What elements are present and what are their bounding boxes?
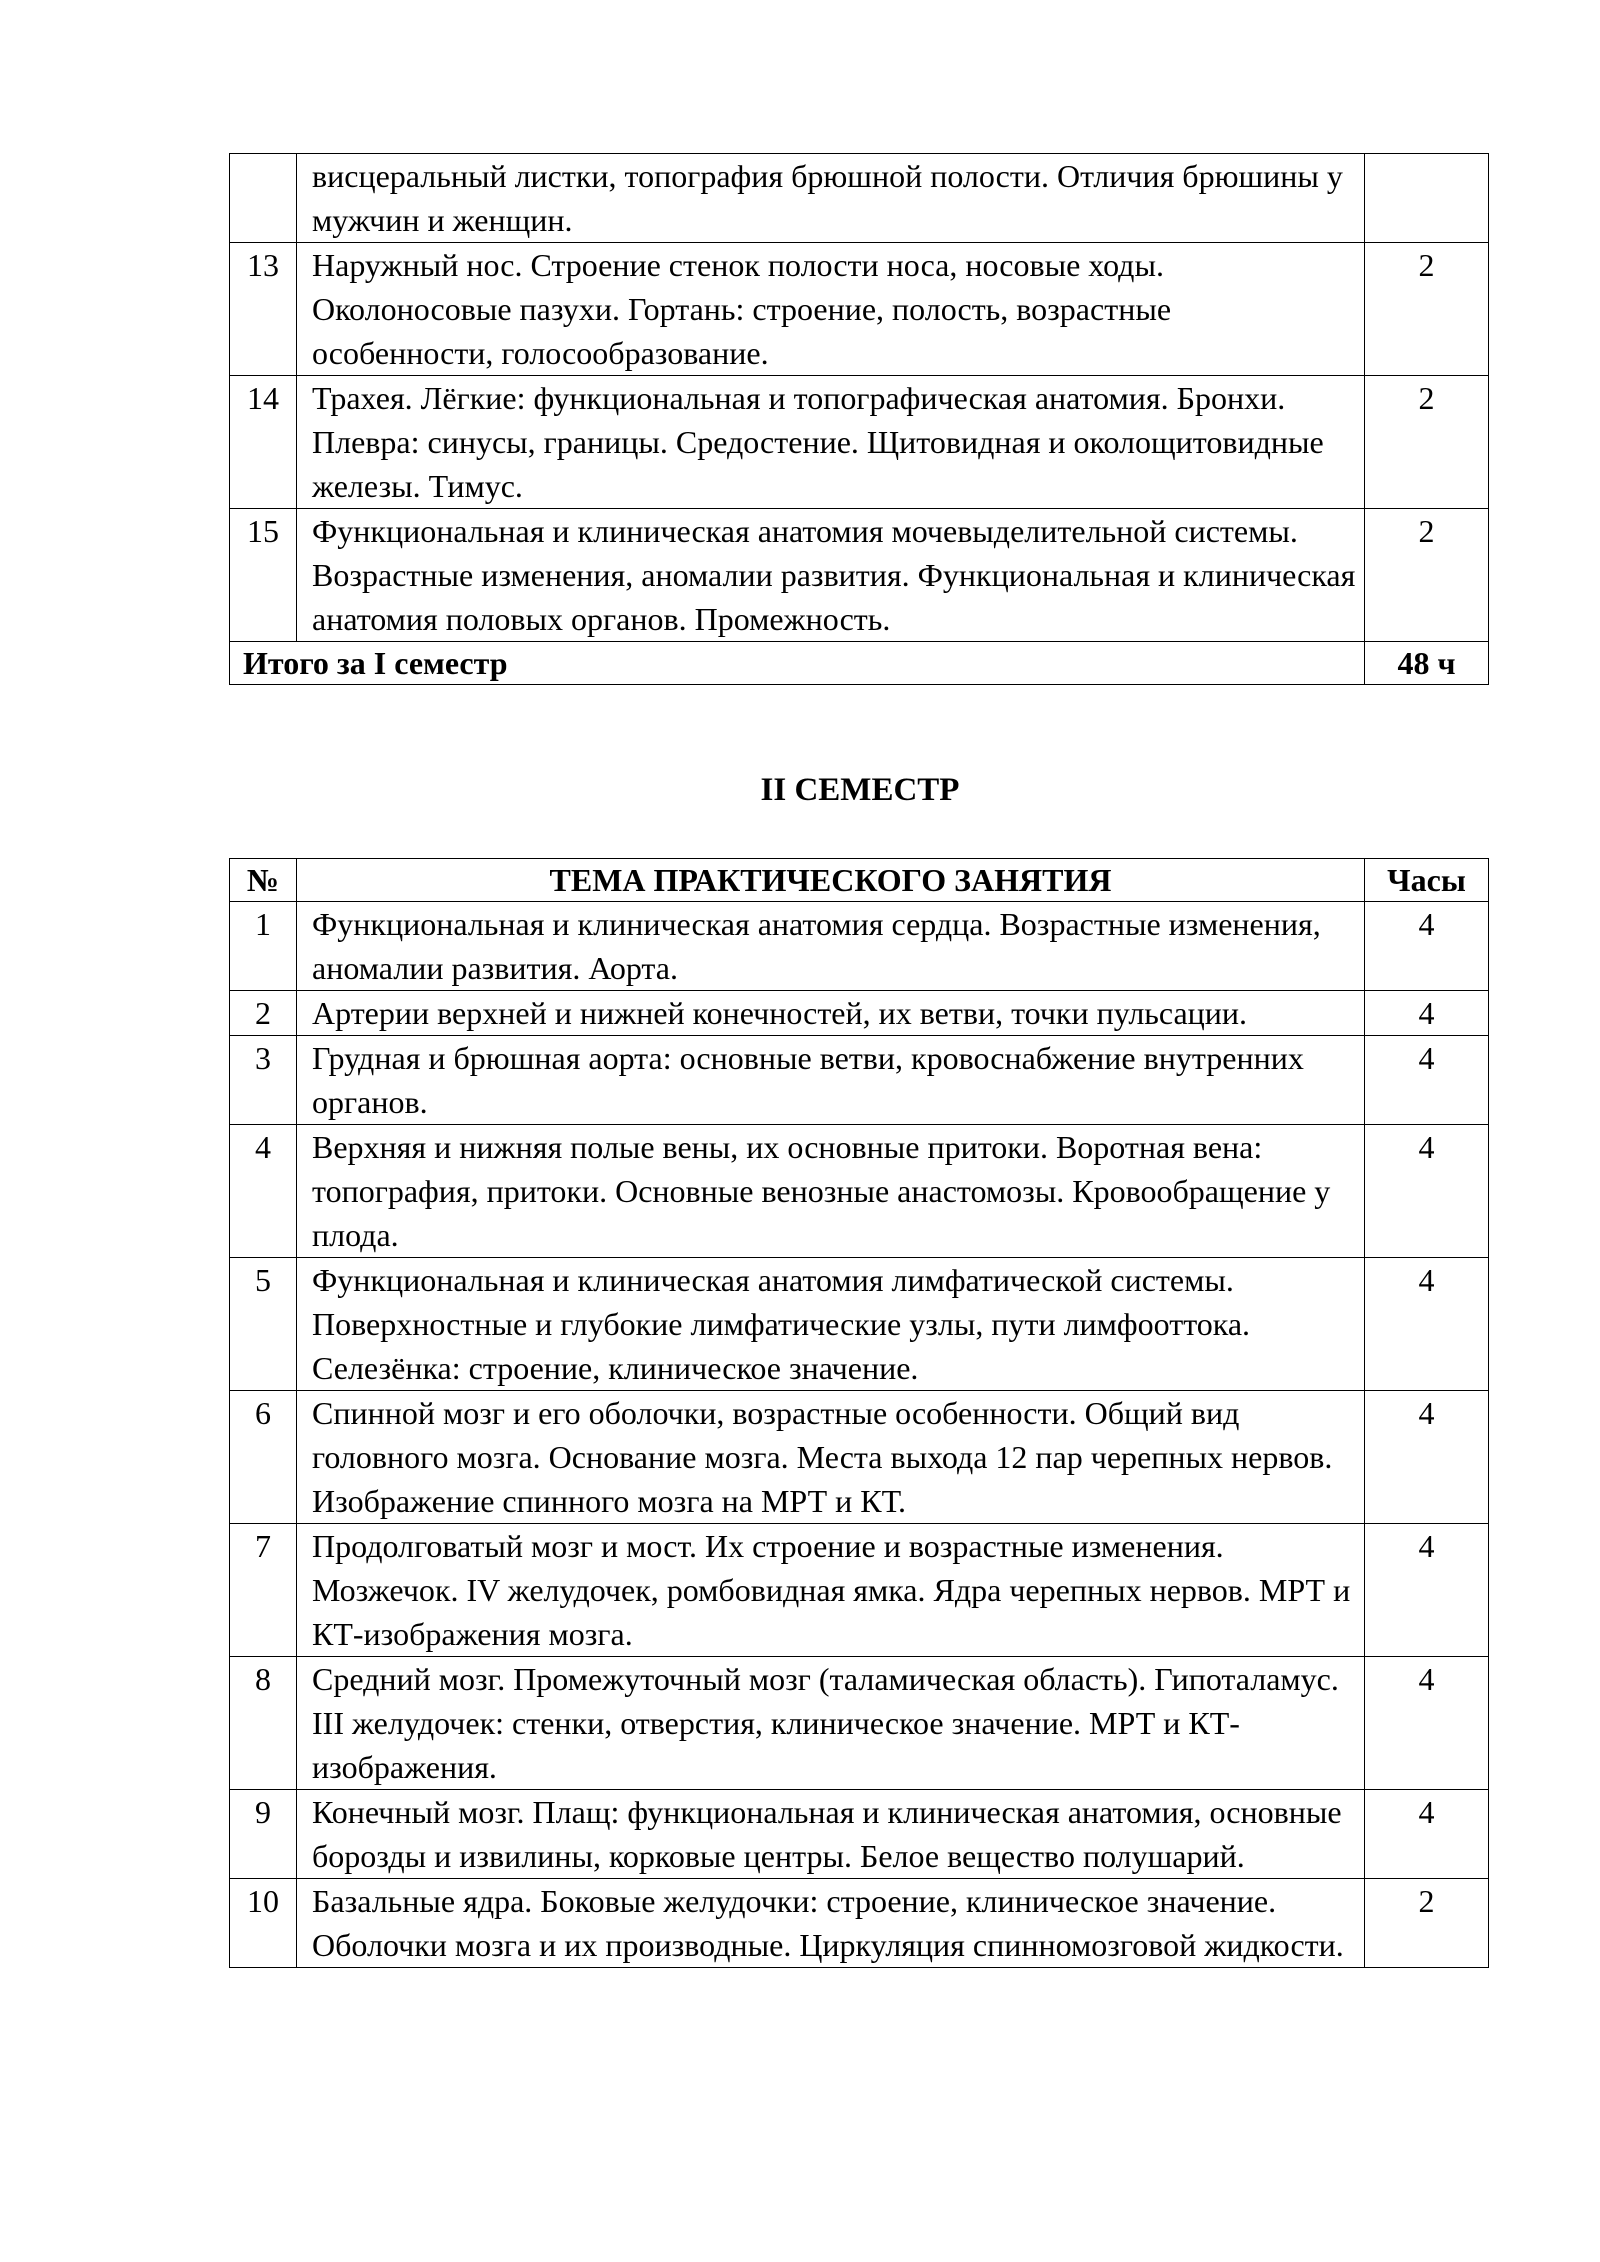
row-hours: 4 bbox=[1365, 1657, 1489, 1790]
row-topic: Конечный мозг. Плащ: функциональная и клиническая анатомия, основные борозды и извилины, корковые центры. Белое вещество полушарий. bbox=[297, 1790, 1365, 1879]
row-topic: Функциональная и клиническая анатомия лимфатической системы. Поверхностные и глубокие лимфатические узлы, пути лимфооттока. Селезёнка: строение, клиническое значение. bbox=[297, 1258, 1365, 1391]
row-hours: 4 bbox=[1365, 1036, 1489, 1125]
row-topic: Продолговатый мозг и мост. Их строение и возрастные изменения. Мозжечок. IV желудочек, ромбовидная ямка. Ядра черепных нервов. МРТ и КТ-изображения мозга. bbox=[297, 1524, 1365, 1657]
row-topic: Функциональная и клиническая анатомия сердца. Возрастные изменения, аномалии развития. Аорта. bbox=[297, 902, 1365, 991]
table-row bbox=[230, 154, 1489, 243]
semester1-topics-table bbox=[229, 153, 1489, 685]
row-hours: 2 bbox=[1365, 243, 1489, 376]
row-topic: Базальные ядра. Боковые желудочки: строение, клиническое значение. Оболочки мозга и их производные. Циркуляция спинномозговой жидкости. bbox=[297, 1879, 1365, 1968]
row-topic: Верхняя и нижняя полые вены, их основные притоки. Воротная вена: топография, притоки. Основные венозные анастомозы. Кровообращение у плода. bbox=[297, 1125, 1365, 1258]
row-number: 2 bbox=[230, 991, 297, 1036]
row-topic: Спинной мозг и его оболочки, возрастные особенности. Общий вид головного мозга. Основание мозга. Места выхода 12 пар черепных нервов. Изображение спинного мозга на МРТ и КТ. bbox=[297, 1391, 1365, 1524]
row-number: 13 bbox=[230, 243, 297, 376]
table-row bbox=[230, 509, 1489, 642]
row-number: 14 bbox=[230, 376, 297, 509]
total-label: Итого за I семестр bbox=[230, 642, 1365, 685]
column-header-number: № bbox=[230, 859, 297, 902]
row-hours: 4 bbox=[1365, 1125, 1489, 1258]
table-row bbox=[230, 1036, 1489, 1125]
row-hours: 4 bbox=[1365, 902, 1489, 991]
row-topic: висцеральный листки, топография брюшной полости. Отличия брюшины у мужчин и женщин. bbox=[297, 154, 1365, 243]
total-row bbox=[230, 642, 1489, 685]
row-hours: 4 bbox=[1365, 991, 1489, 1036]
row-hours: 2 bbox=[1365, 509, 1489, 642]
row-number: 3 bbox=[230, 1036, 297, 1125]
row-hours: 2 bbox=[1365, 1879, 1489, 1968]
row-number: 10 bbox=[230, 1879, 297, 1968]
row-hours bbox=[1365, 154, 1489, 243]
row-hours: 4 bbox=[1365, 1524, 1489, 1657]
row-topic: Средний мозг. Промежуточный мозг (таламическая область). Гипоталамус. III желудочек: стенки, отверстия, клиническое значение. МРТ и КТ-изображения. bbox=[297, 1657, 1365, 1790]
row-topic: Функциональная и клиническая анатомия мочевыделительной системы. Возрастные изменения, аномалии развития. Функциональная и клиническая анатомия половых органов. Промежность. bbox=[297, 509, 1365, 642]
row-number: 7 bbox=[230, 1524, 297, 1657]
table-row bbox=[230, 1258, 1489, 1391]
table-row bbox=[230, 1879, 1489, 1968]
table-header-row bbox=[230, 859, 1489, 902]
column-header-hours: Часы bbox=[1365, 859, 1489, 902]
row-topic: Артерии верхней и нижней конечностей, их ветви, точки пульсации. bbox=[297, 991, 1365, 1036]
row-number: 1 bbox=[230, 902, 297, 991]
row-topic: Наружный нос. Строение стенок полости носа, носовые ходы. Околоносовые пазухи. Гортань: строение, полость, возрастные особенности, голосообразование. bbox=[297, 243, 1365, 376]
row-number: 9 bbox=[230, 1790, 297, 1879]
table-row bbox=[230, 1790, 1489, 1879]
table-row bbox=[230, 1391, 1489, 1524]
row-number bbox=[230, 154, 297, 243]
semester2-heading: II СЕМЕСТР bbox=[760, 772, 960, 808]
table-row bbox=[230, 376, 1489, 509]
row-number: 6 bbox=[230, 1391, 297, 1524]
table-row bbox=[230, 991, 1489, 1036]
row-hours: 4 bbox=[1365, 1258, 1489, 1391]
table-row bbox=[230, 1125, 1489, 1258]
table-row bbox=[230, 1524, 1489, 1657]
column-header-topic: ТЕМА ПРАКТИЧЕСКОГО ЗАНЯТИЯ bbox=[297, 859, 1365, 902]
row-number: 4 bbox=[230, 1125, 297, 1258]
table-row bbox=[230, 243, 1489, 376]
row-topic: Трахея. Лёгкие: функциональная и топографическая анатомия. Бронхи. Плевра: синусы, границы. Средостение. Щитовидная и околощитовидные железы. Тимус. bbox=[297, 376, 1365, 509]
total-value: 48 ч bbox=[1365, 642, 1489, 685]
row-hours: 4 bbox=[1365, 1790, 1489, 1879]
row-topic: Грудная и брюшная аорта: основные ветви, кровоснабжение внутренних органов. bbox=[297, 1036, 1365, 1125]
row-number: 5 bbox=[230, 1258, 297, 1391]
semester2-topics-table bbox=[229, 858, 1489, 1968]
row-hours: 2 bbox=[1365, 376, 1489, 509]
table-row bbox=[230, 1657, 1489, 1790]
row-number: 15 bbox=[230, 509, 297, 642]
row-hours: 4 bbox=[1365, 1391, 1489, 1524]
table-row bbox=[230, 902, 1489, 991]
row-number: 8 bbox=[230, 1657, 297, 1790]
